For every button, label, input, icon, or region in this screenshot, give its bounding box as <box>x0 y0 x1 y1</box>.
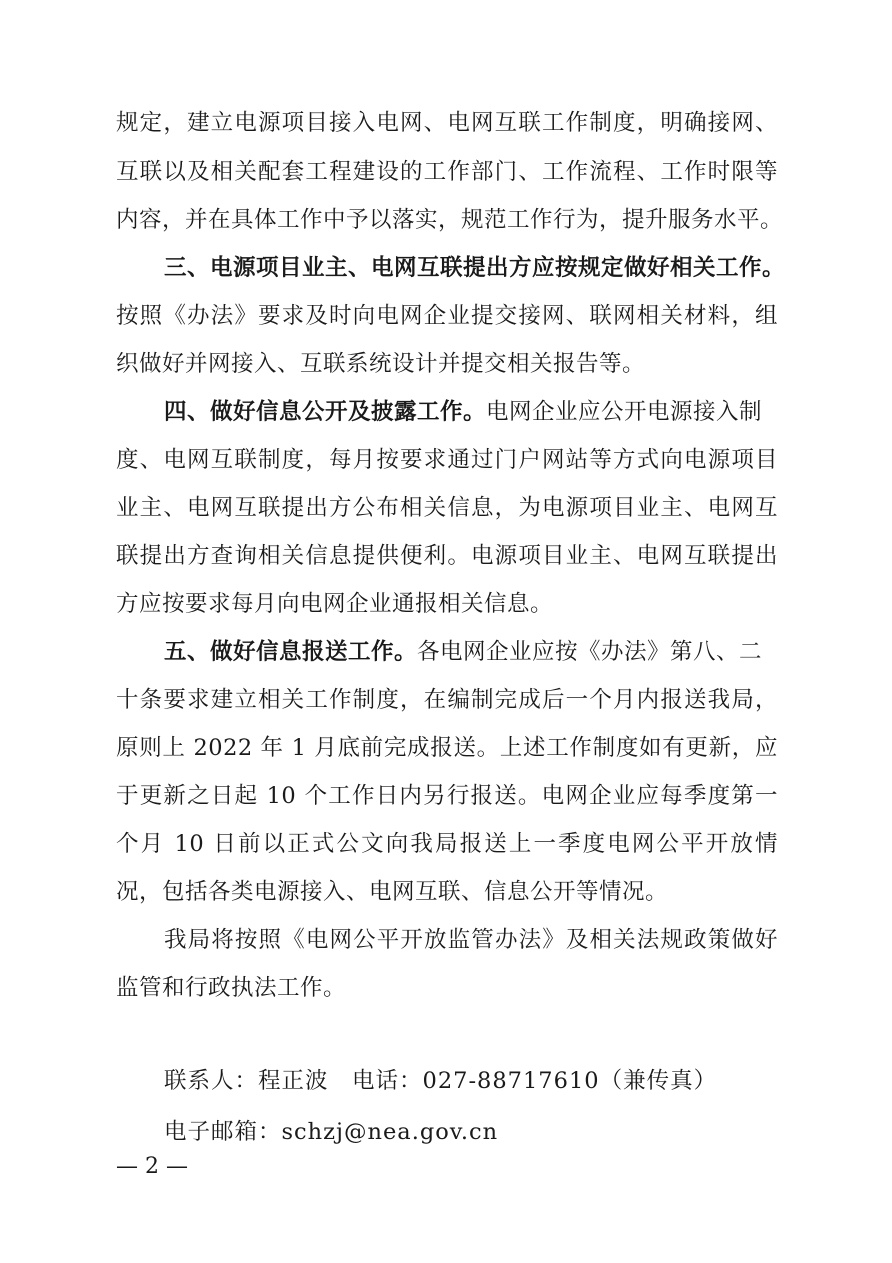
section-three-line-2: 织做好并网接入、互联系统设计并提交相关报告等。 <box>116 351 646 377</box>
section-four-line-2: 业主、电网互联提出方公布相关信息，为电源项目业主、电网互 <box>116 495 778 521</box>
intro-line-2: 互联以及相关配套工程建设的工作部门、工作流程、工作时限等 <box>116 159 778 185</box>
section-three-line-1: 按照《办法》要求及时向电网企业提交接网、联网相关材料，组 <box>116 303 778 329</box>
section-five-line-2: 原则上 2022 年 1 月底前完成报送。上述工作制度如有更新，应 <box>116 735 778 761</box>
section-five-line-3: 于更新之日起 10 个工作日内另行报送。电网企业应每季度第一 <box>116 783 778 809</box>
contact-person: 联系人：程正波 电话：027-88717610（兼传真） <box>164 1068 718 1094</box>
intro-line-3: 内容，并在具体工作中予以落实，规范工作行为，提升服务水平。 <box>116 207 784 233</box>
section-four-line-1: 度、电网互联制度，每月按要求通过门户网站等方式向电源项目 <box>116 447 778 473</box>
section-four-heading: 四、做好信息公开及披露工作。 <box>164 399 487 425</box>
section-five-first-line-text: 各电网企业应按《办法》第八、二 <box>417 639 763 665</box>
closing-line-2: 监管和行政执法工作。 <box>116 975 347 1001</box>
page-number: — 2 — <box>116 1154 188 1179</box>
contact-email: 电子邮箱：schzj@nea.gov.cn <box>164 1119 499 1145</box>
section-four-first-line <box>164 397 778 427</box>
section-four-line-3: 联提出方查询相关信息提供便利。电源项目业主、电网互联提出 <box>116 543 778 569</box>
section-five-line-1: 十条要求建立相关工作制度，在编制完成后一个月内报送我局， <box>116 687 778 713</box>
section-five-line-4: 个月 10 日前以正式公文向我局报送上一季度电网公平开放情 <box>116 831 778 857</box>
intro-line-1: 规定，建立电源项目接入电网、电网互联工作制度，明确接网、 <box>116 110 778 136</box>
section-three-heading: 三、电源项目业主、电网互联提出方应按规定做好相关工作。 <box>164 255 786 281</box>
section-five-heading: 五、做好信息报送工作。 <box>164 639 418 665</box>
section-five-first-line <box>164 637 778 667</box>
section-four-line-4: 方应按要求每月向电网企业通报相关信息。 <box>116 591 554 617</box>
section-four-first-line-text: 电网企业应公开电源接入制 <box>486 399 763 425</box>
closing-line-1: 我局将按照《电网公平开放监管办法》及相关法规政策做好 <box>164 927 778 953</box>
section-five-line-5: 况，包括各类电源接入、电网互联、信息公开等情况。 <box>116 879 669 905</box>
